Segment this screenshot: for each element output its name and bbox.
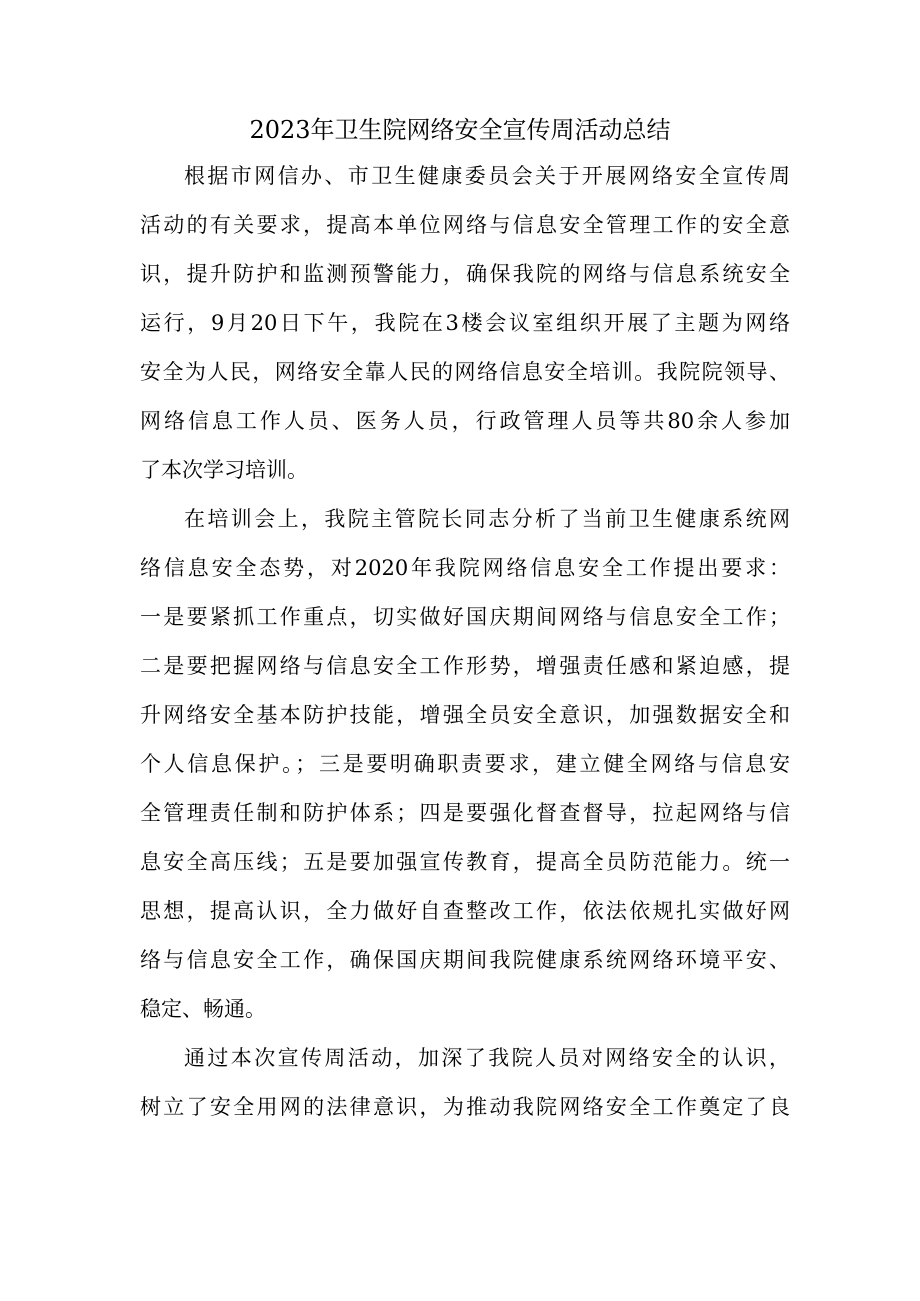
paragraph-line: 一是要紧抓工作重点，切实做好国庆期间网络与信息安全工作； bbox=[140, 605, 790, 629]
paragraph-line: 根据市网信办、市卫生健康委员会关于开展网络安全宣传周 bbox=[184, 164, 790, 188]
document-title: 2023年卫生院网络安全宣传周活动总结 bbox=[249, 116, 671, 144]
paragraph-line: 升网络安全基本防护技能，增强全员安全意识，加强数据安全和 bbox=[140, 703, 790, 727]
paragraph-line: 络与信息安全工作，确保国庆期间我院健康系统网络环境平安、 bbox=[140, 948, 790, 972]
paragraph-line: 思想，提高认识，全力做好自查整改工作，依法依规扎实做好网 bbox=[140, 899, 790, 923]
paragraph-line: 全管理责任制和防护体系；四是要强化督查督导，拉起网络与信 bbox=[140, 801, 790, 825]
paragraph-line: 个人信息保护。；三是要明确职责要求，建立健全网络与信息安 bbox=[140, 752, 790, 776]
paragraph-line: 活动的有关要求，提高本单位网络与信息安全管理工作的安全意 bbox=[140, 213, 790, 237]
paragraph-line: 络信息安全态势，对2020年我院网络信息安全工作提出要求： bbox=[140, 556, 790, 580]
document-body bbox=[140, 152, 790, 1132]
paragraph-line: 了本次学习培训。 bbox=[140, 458, 308, 482]
paragraph-line: 识，提升防护和监测预警能力，确保我院的网络与信息系统安全 bbox=[140, 262, 790, 286]
paragraph-3 bbox=[140, 1034, 790, 1132]
paragraph-line: 运行，9月20日下午，我院在3楼会议室组织开展了主题为网络 bbox=[140, 311, 790, 335]
paragraph-2 bbox=[140, 495, 790, 1034]
paragraph-line: 息安全高压线；五是要加强宣传教育，提高全员防范能力。统一 bbox=[140, 850, 790, 874]
paragraph-line: 二是要把握网络与信息安全工作形势，增强责任感和紧迫感，提 bbox=[140, 654, 790, 678]
paragraph-line: 在培训会上，我院主管院长同志分析了当前卫生健康系统网 bbox=[184, 507, 790, 531]
paragraph-line: 树立了安全用网的法律意识，为推动我院网络安全工作奠定了良 bbox=[140, 1095, 790, 1119]
paragraph-line: 安全为人民，网络安全靠人民的网络信息安全培训。我院院领导、 bbox=[140, 360, 790, 384]
paragraph-line: 稳定、畅通。 bbox=[140, 997, 266, 1021]
paragraph-line: 通过本次宣传周活动，加深了我院人员对网络安全的认识， bbox=[184, 1046, 790, 1070]
paragraph-1 bbox=[140, 152, 790, 495]
paragraph-line: 网络信息工作人员、医务人员，行政管理人员等共80余人参加 bbox=[140, 409, 790, 433]
